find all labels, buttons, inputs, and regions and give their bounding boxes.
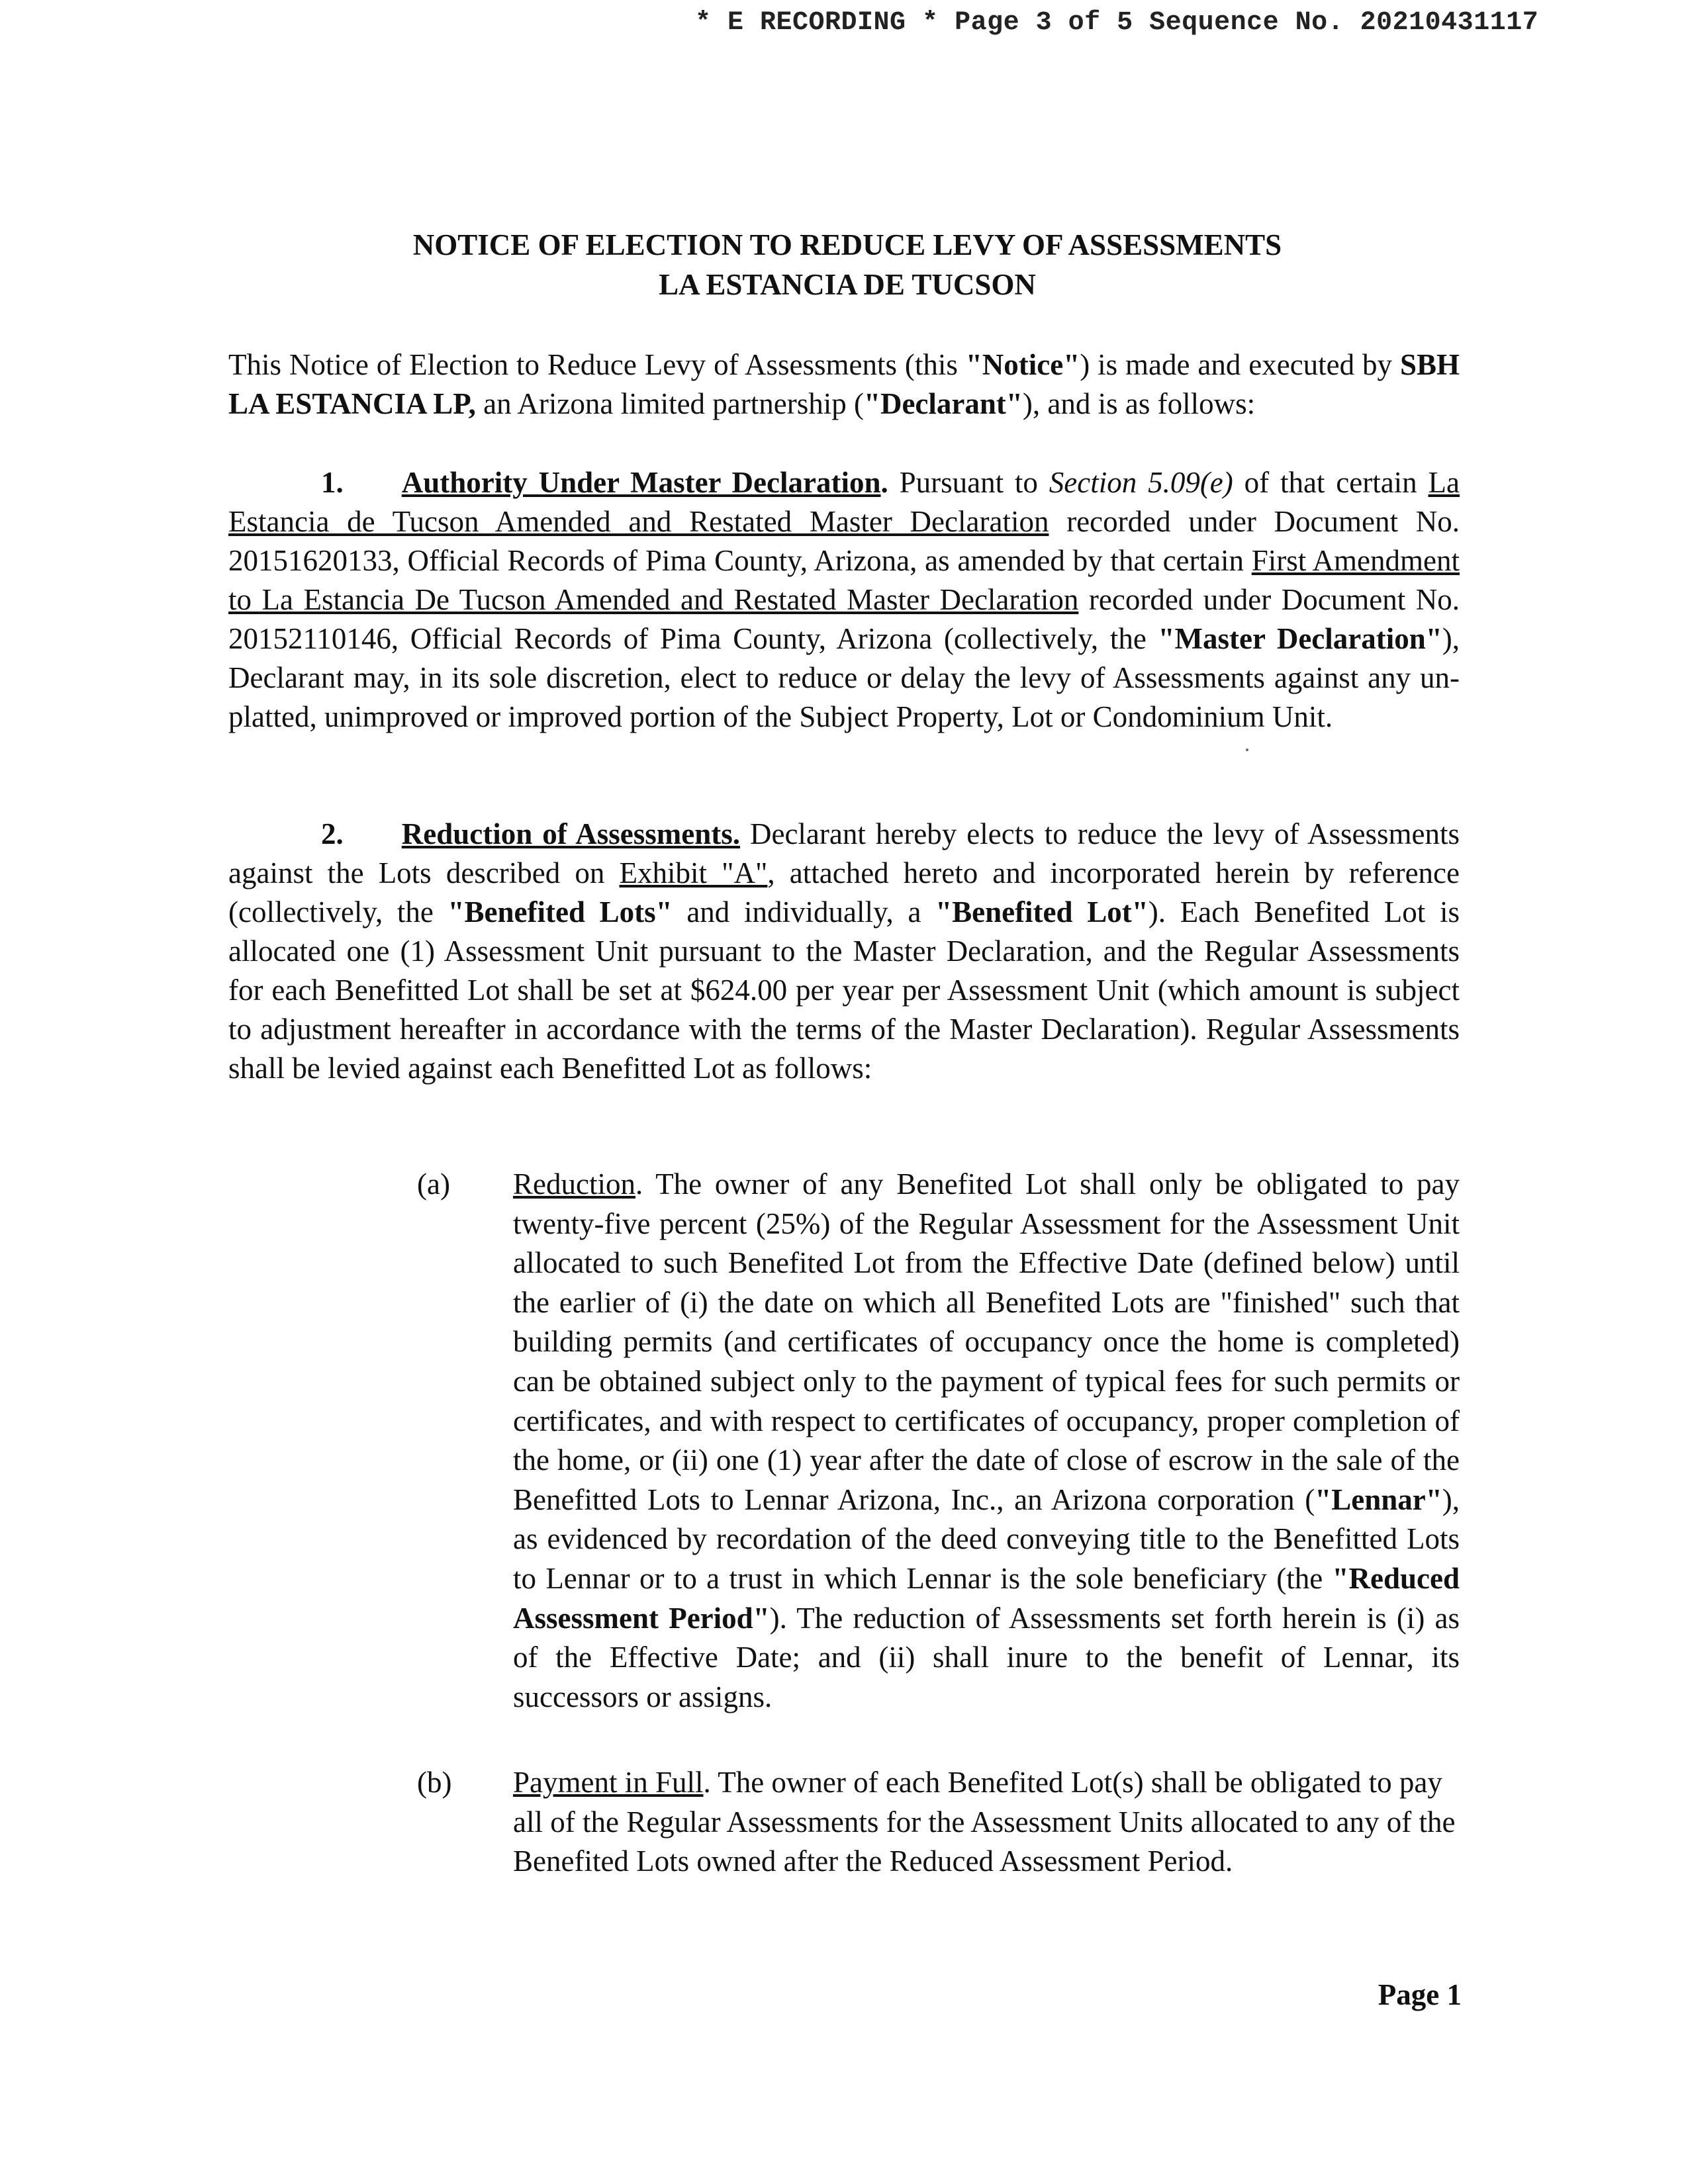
document-title-line2: LA ESTANCIA DE TUCSON — [659, 268, 1036, 301]
section-1-text: recorded under Document No. 20152110146, Official Records of Pima County, Arizona (collectively, the — [228, 583, 1460, 655]
subsection-b — [417, 1763, 1460, 1882]
intro-text: ), and is as follows: — [1022, 387, 1256, 420]
intro-paragraph — [228, 345, 1460, 424]
subsection-b-marker: (b) — [417, 1766, 452, 1799]
section-2-paragraph — [228, 815, 1460, 1088]
exhibit-reference: Exhibit "A" — [619, 856, 768, 889]
intro-text: an Arizona limited partnership ( — [475, 387, 864, 420]
section-2-number: 2. — [321, 817, 344, 850]
page-number: Page 1 — [1378, 1978, 1462, 2011]
subsection-b-body: . The owner of each Benefited Lot(s) shall be obligated to pay all of the Regular Assessments for the Assessment Units allocated to any of the Benefited Lots owned after the Reduced Assessment Period. — [513, 1766, 1456, 1878]
subsection-b-heading: Payment in Full — [513, 1766, 704, 1799]
subsection-a-body: ). The reduction of Assessments set forth herein is (i) as of the Effective Date; and (ii) shall inure to the benefit of Lennar, its successors or assigns. — [513, 1601, 1460, 1713]
first-amendment-doc: First Amendment to La Estancia De Tucson Amended and Restated Master Declaration — [228, 544, 1460, 616]
master-declaration-term: "Master Declaration" — [1158, 622, 1442, 655]
subsection-a-marker: (a) — [417, 1167, 450, 1201]
section-2-text: , attached hereto and incorporated herein by reference (collectively, the — [228, 856, 1460, 929]
benefited-lot-term: "Benefited Lot" — [935, 895, 1149, 929]
declarant-name: SBH LA ESTANCIA LP, — [228, 348, 1460, 420]
reduced-assessment-period-term: "Reduced Assessment Period" — [513, 1561, 1460, 1635]
section-1-heading-period: . — [880, 466, 888, 499]
section-1-heading: Authority Under Master Declaration — [401, 466, 881, 499]
intro-text: This Notice of Election to Reduce Levy of Assessments (this — [228, 348, 966, 381]
section-1-text: Pursuant to — [888, 466, 1049, 499]
subsection-a-text — [513, 1165, 1460, 1717]
scan-speck — [1246, 749, 1248, 751]
lennar-term: "Lennar" — [1315, 1482, 1442, 1516]
section-2-text: Declarant hereby elects to reduce the levy of Assessments against the Lots described on — [228, 817, 1460, 889]
section-1-paragraph — [228, 463, 1460, 737]
subsection-a-body: ), as evidenced by recordation of the deed conveying title to the Benefitted Lots to Lennar or to a trust in which Lennar is the sole beneficiary (the — [513, 1482, 1460, 1595]
master-declaration-doc: La Estancia de Tucson Amended and Restated Master Declaration — [228, 466, 1460, 538]
section-1-text: recorded under Document No. 20151620133, Official Records of Pima County, Arizona, as amended by that certain — [228, 505, 1460, 577]
section-2-text: and individually, a — [672, 895, 936, 929]
section-reference: Section 5.09(e) — [1049, 466, 1233, 499]
notice-term: "Notice" — [965, 348, 1080, 381]
recording-header: * E RECORDING * Page 3 of 5 Sequence No. 20210431117 — [695, 8, 1539, 38]
section-1-text: of that certain — [1233, 466, 1429, 499]
benefited-lots-term: "Benefited Lots" — [447, 895, 673, 929]
intro-text: ) is made and executed by — [1080, 348, 1400, 381]
section-2-text: ). Each Benefited Lot is allocated one (1) Assessment Unit pursuant to the Master Declaration, and the Regular Assessments for each Benefitted Lot shall be set at $624.00 per year per Assessment Unit (which amount is subject to adjustment hereafter in accordance with the terms of the Master Declaration). Regular Assessments shall be levied against each Benefitted Lot as follows: — [228, 895, 1460, 1085]
declarant-term: "Declarant" — [863, 387, 1023, 420]
subsection-a — [417, 1165, 1460, 1717]
section-1-number: 1. — [321, 466, 344, 499]
section-2-heading: Reduction of Assessments. — [401, 817, 740, 850]
subsection-a-body: . The owner of any Benefited Lot shall only be obligated to pay twenty-five percent (25%) of the Regular Assessment for the Assessment Unit allocated to such Benefited Lot from the Effective Date (defined below) until the earlier of (i) the date on which all Benefited Lots are "finished" such that building permits (and certificates of occupancy once the home is completed) can be obtained subject only to the payment of typical fees for such permits or certificates, and with respect to certificates of occupancy, proper completion of the home, or (ii) one (1) year after the date of close of escrow in the sale of the Benefitted Lots to Lennar Arizona, Inc., an Arizona corporation ( — [513, 1167, 1460, 1516]
section-1-text: ), Declarant may, in its sole discretion, elect to reduce or delay the levy of Assessments against any un-platted, unimproved or improved portion of the Subject Property, Lot or Condominium Unit. — [228, 622, 1460, 733]
document-title-line1: NOTICE OF ELECTION TO REDUCE LEVY OF ASSESSMENTS — [412, 228, 1282, 261]
subsection-b-text — [513, 1763, 1460, 1882]
subsection-a-heading: Reduction — [513, 1167, 635, 1201]
